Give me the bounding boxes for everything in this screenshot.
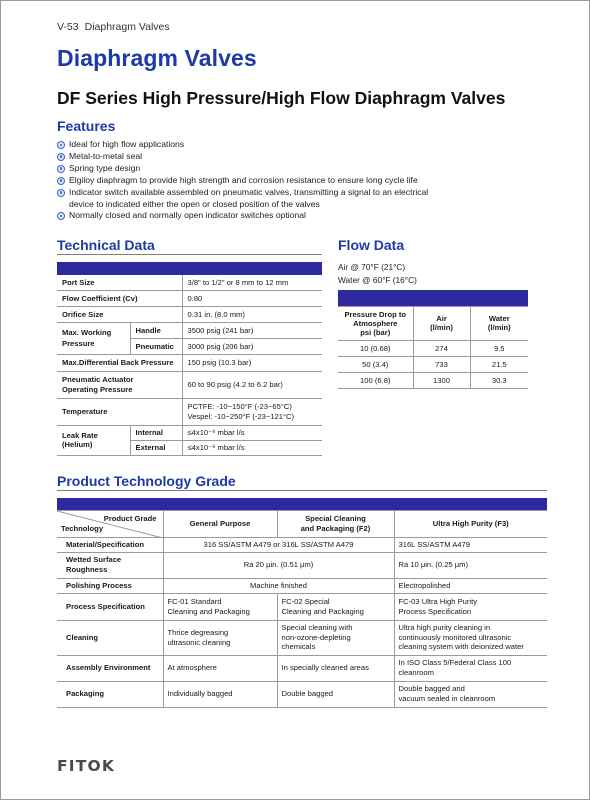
- fitok-logo: FITOK: [57, 757, 116, 775]
- table-row: Assembly Environment At atmosphere In specially cleaned areas In ISO Class 5/Federal Class 100 cleanroom: [57, 655, 547, 681]
- table-row: Packaging Individually bagged Double bagged Double bagged and vacuum sealed in cleanroom: [57, 681, 547, 707]
- features-heading: Features: [57, 118, 116, 134]
- table-row: Process Specification FC-01 Standard Cleaning and Packaging FC-02 Special Cleaning and Packaging FC-03 Ultra High Purity Process Specification: [57, 593, 547, 620]
- table-row: Max. Working Pressure Handle 3500 psig (241 bar): [57, 322, 322, 338]
- table-row: Leak Rate (Helium) Internal ≤4x10⁻⁹ mbar l/s: [57, 425, 322, 440]
- table-row: Orifice Size 0.31 in. (8.0 mm): [57, 306, 322, 322]
- flow-condition-water: Water @ 60°F (16°C): [338, 275, 417, 285]
- flow-data-heading: Flow Data: [338, 237, 405, 253]
- table-row: Max.Differential Back Pressure 150 psig (10.3 bar): [57, 354, 322, 371]
- table-row: 50 (3.4) 733 21.5: [338, 356, 528, 372]
- bullet-icon: [57, 212, 65, 220]
- heading-rule: [57, 490, 547, 491]
- running-header: [57, 21, 170, 33]
- table-header-row: [338, 306, 528, 340]
- col-pressure-drop: Pressure Drop to Atmosphere psi (bar): [338, 306, 413, 340]
- product-grade-heading: Product Technology Grade: [57, 473, 236, 489]
- feature-item: Elgiloy diaphragm to provide high strength and corrosion resistance to ensure long cycle life: [57, 175, 527, 187]
- product-grade-table: [57, 498, 547, 708]
- page-subtitle: DF Series High Pressure/High Flow Diaphragm Valves: [57, 88, 506, 108]
- feature-item: Spring type design: [57, 163, 527, 175]
- feature-item: Indicator switch available assembled on pneumatic valves, transmitting a signal to an electrical: [57, 187, 527, 199]
- feature-item-continuation: device to indicated either the open or closed position of the valves: [69, 198, 320, 209]
- table-row: Pneumatic 3000 psig (206 bar): [57, 338, 322, 354]
- feature-item: Ideal for high flow applications: [57, 139, 527, 151]
- table-row: Flow Coefficient (Cv) 0.80: [57, 290, 322, 306]
- table-row: Temperature PCTFE: -10~150°F (-23~65°C) Vespel: -10~250°F (-23~121°C): [57, 398, 322, 425]
- flow-data-table: [338, 290, 528, 389]
- table-row: Cleaning Thrice degreasing ultrasonic cleaning Special cleaning with non-ozone-depleting chemicals Ultra high purity cleaning in continuously monitored ultrasonic cleaning system with deionized water: [57, 620, 547, 655]
- table-header-bar: [57, 498, 547, 510]
- bullet-icon: [57, 153, 65, 161]
- table-row: External ≤4x10⁻⁹ mbar l/s: [57, 440, 322, 455]
- table-header-bar: [57, 262, 322, 274]
- col-water: Water (l/min): [470, 306, 528, 340]
- feature-item: Normally closed and normally open indicator switches optional: [57, 210, 527, 222]
- page-number: V-53: [57, 21, 79, 33]
- header-section: Diaphragm Valves: [84, 21, 170, 33]
- technical-data-heading: Technical Data: [57, 237, 155, 253]
- bullet-icon: [57, 177, 65, 185]
- table-row: Material/Specification 316 SS/ASTM A479 or 316L SS/ASTM A479 316L SS/ASTM A479: [57, 537, 547, 552]
- flow-condition-air: Air @ 70°F (21°C): [338, 262, 406, 272]
- bullet-icon: [57, 141, 65, 149]
- table-header-row: Product Grade Technology General Purpose Special Cleaning and Packaging (F2) Ultra High Purity (F3): [57, 510, 547, 537]
- table-row: Wetted Surface Roughness Ra 20 μin. (0.51 μm) Ra 10 μin. (0.25 μm): [57, 552, 547, 578]
- corner-header-cell: Product Grade Technology: [57, 510, 163, 537]
- technical-data-table: [57, 262, 322, 456]
- table-row: Polishing Process Machine finished Electropolished: [57, 578, 547, 593]
- col-air: Air (l/min): [413, 306, 470, 340]
- feature-item: Metal-to-metal seal: [57, 151, 527, 163]
- table-row: Pneumatic Actuator Operating Pressure 60 to 90 psig (4.2 to 6.2 bar): [57, 371, 322, 398]
- table-row: Port Size 3/8" to 1/2" or 8 mm to 12 mm: [57, 274, 322, 290]
- bullet-icon: [57, 165, 65, 173]
- bullet-icon: [57, 189, 65, 197]
- table-row: 100 (6.8) 1300 30.3: [338, 372, 528, 388]
- table-row: 10 (0.68) 274 9.5: [338, 340, 528, 356]
- features-list: [57, 139, 527, 222]
- page-title: Diaphragm Valves: [57, 45, 257, 71]
- heading-rule: [57, 254, 322, 255]
- table-header-bar: [338, 290, 528, 306]
